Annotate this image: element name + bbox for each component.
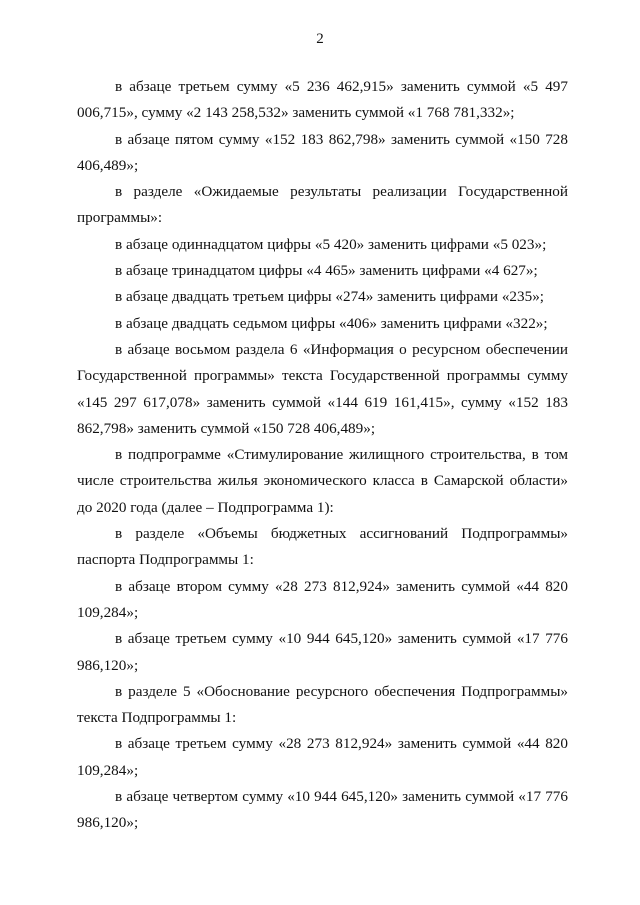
paragraph-amendment: в абзаце втором сумму «28 273 812,924» заменить суммой «44 820 109,284»;: [77, 577, 568, 621]
paragraph-amendment: в абзаце двадцать третьем цифры «274» заменить цифрами «235»;: [115, 288, 545, 306]
document-body: [77, 74, 568, 837]
paragraph-amendment: в абзаце восьмом раздела 6 «Информация о ресурсном обеспечении Государственной программы» текста Государственной программы сумму «145 297 617,078» заменить суммой «144 619 161,415», сумму «152 183 862,798» заменить суммой «150 728 406,489»;: [77, 340, 568, 437]
paragraph-amendment: в абзаце двадцать седьмом цифры «406» заменить цифрами «322»;: [115, 314, 548, 332]
paragraph-amendment: в абзаце тринадцатом цифры «4 465» заменить цифрами «4 627»;: [115, 262, 538, 280]
paragraph-section-heading: в разделе 5 «Обоснование ресурсного обеспечения Подпрограммы» текста Подпрограммы 1:: [77, 682, 568, 727]
paragraph-section-heading: в разделе «Объемы бюджетных ассигнований Подпрограммы» паспорта Подпрограммы 1:: [77, 525, 568, 569]
paragraph-amendment: в абзаце четвертом сумму «10 944 645,120» заменить суммой «17 776 986,120»;: [77, 788, 568, 832]
paragraph-amendment: в абзаце третьем сумму «5 236 462,915» заменить суммой «5 497 006,715», сумму «2 143 258,532» заменить суммой «1 768 781,332»;: [77, 78, 568, 122]
paragraph-amendment: в абзаце пятом сумму «152 183 862,798» заменить суммой «150 728 406,489»;: [77, 130, 568, 174]
paragraph-amendment: в абзаце третьем сумму «10 944 645,120» заменить суммой «17 776 986,120»;: [77, 630, 568, 674]
paragraph-subprogram-heading: в подпрограмме «Стимулирование жилищного строительства, в том числе строительства жилья экономического класса в Самарской области» до 2020 года (далее – Подпрограмма 1):: [77, 446, 568, 516]
paragraph-amendment: в абзаце одиннадцатом цифры «5 420» заменить цифрами «5 023»;: [115, 235, 547, 253]
paragraph-section-heading: в разделе «Ожидаемые результаты реализации Государственной программы»:: [77, 183, 568, 227]
paragraph-amendment: в абзаце третьем сумму «28 273 812,924» заменить суммой «44 820 109,284»;: [77, 735, 568, 779]
page-number: 2: [316, 31, 324, 47]
